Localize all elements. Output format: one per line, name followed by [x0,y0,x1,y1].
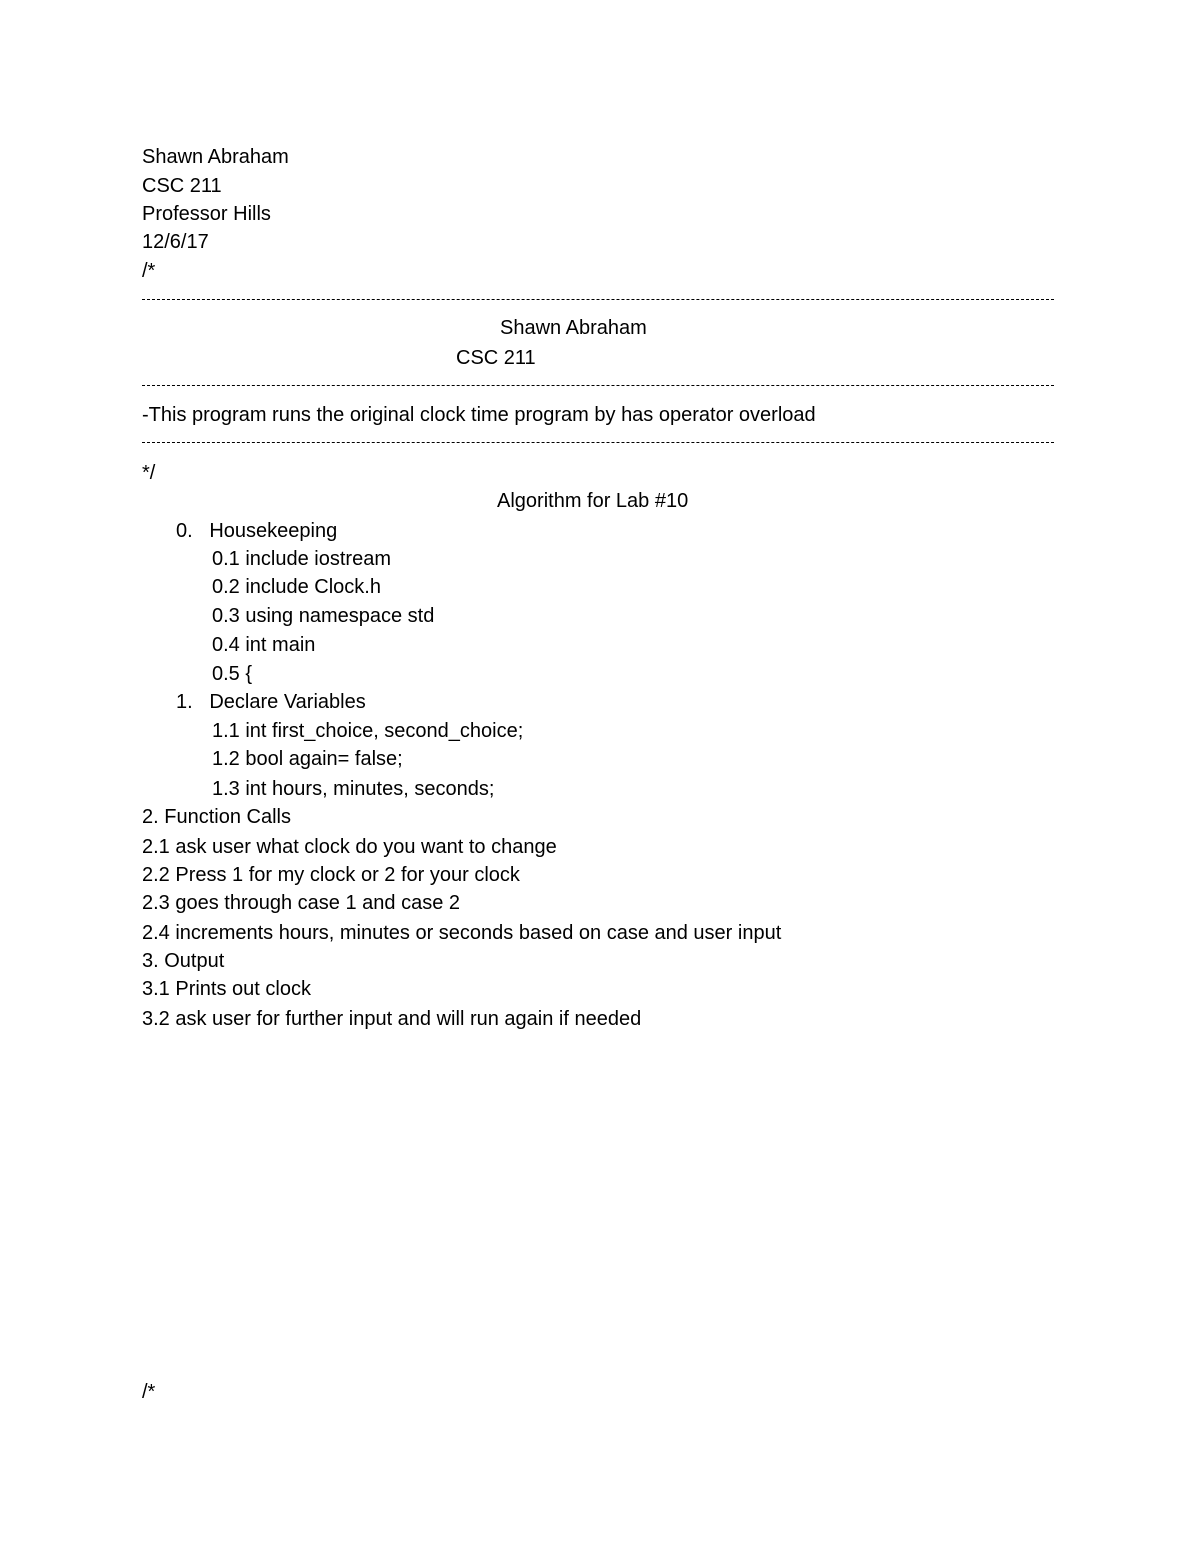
list-item: 0.1 include iostream [212,548,391,570]
course-code: CSC 211 [142,175,222,197]
list-item: 0.2 include Clock.h [212,576,381,598]
list-item: 0.3 using namespace std [212,605,435,627]
step-line: 2.3 goes through case 1 and case 2 [142,892,461,914]
step-line: 3.2 ask user for further input and will run again if needed [142,1008,642,1030]
professor-name: Professor Hills [142,203,271,225]
step-line: 3. Output [142,950,225,972]
list-item: 1.1 int first_choice, second_choice; [212,720,524,742]
dashed-divider [142,299,1054,300]
step-line: 3.1 Prints out clock [142,978,311,1000]
dashed-divider [142,385,1054,386]
step-line: 2.4 increments hours, minutes or seconds based on case and user input [142,922,782,944]
comment-open: /* [142,260,156,282]
document-date: 12/6/17 [142,231,209,253]
dashed-divider [142,442,1054,443]
list-item: 0.5 { [212,663,253,685]
section-heading: 0. Housekeeping [176,520,338,542]
list-item: 1.3 int hours, minutes, seconds; [212,778,495,800]
banner-name: Shawn Abraham [500,317,647,339]
algorithm-title: Algorithm for Lab #10 [497,490,689,512]
section-heading: 1. Declare Variables [176,691,366,713]
list-item: 1.2 bool again= false; [212,748,403,770]
author-name: Shawn Abraham [142,146,289,168]
step-line: 2.1 ask user what clock do you want to change [142,836,557,858]
comment-close: */ [142,462,156,484]
step-line: 2. Function Calls [142,806,291,828]
banner-course: CSC 211 [456,347,536,369]
step-line: 2.2 Press 1 for my clock or 2 for your clock [142,864,520,886]
list-item: 0.4 int main [212,634,316,656]
program-description: -This program runs the original clock time program by has operator overload [142,404,816,426]
footer-comment: /* [142,1381,156,1403]
